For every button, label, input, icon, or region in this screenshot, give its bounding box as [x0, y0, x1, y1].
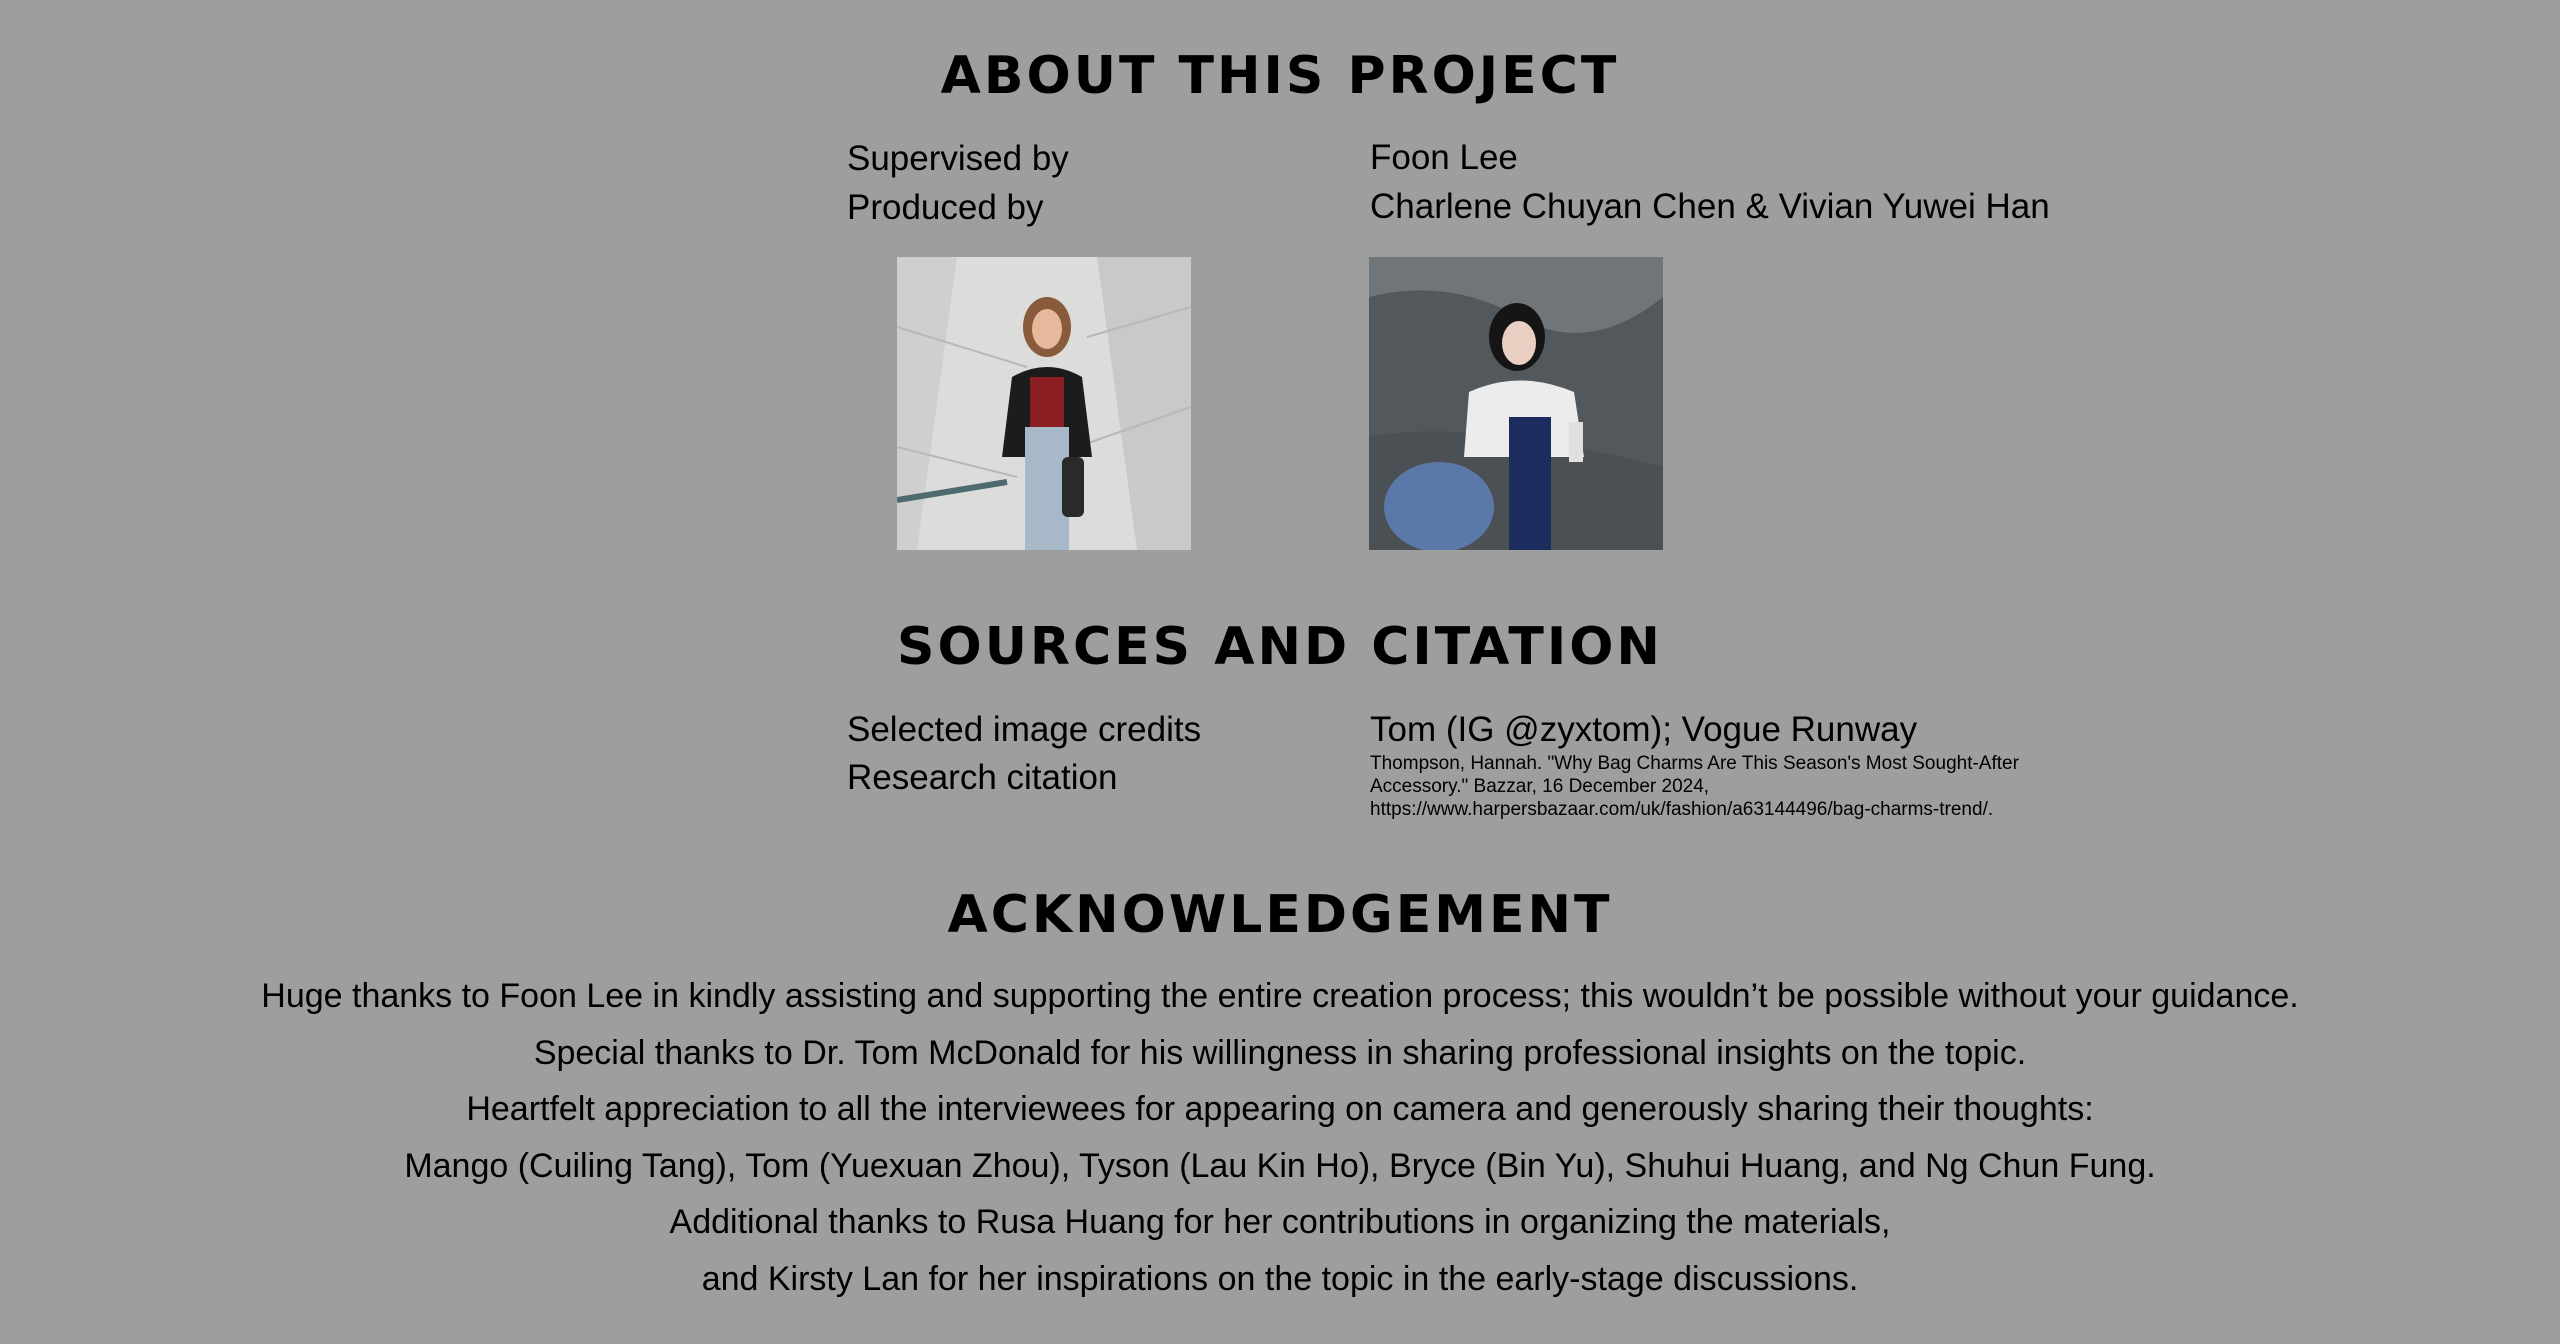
acknowledgement-line: Heartfelt appreciation to all the interviewees for appearing on camera and generously sharing their thoughts:: [466, 1090, 2094, 1129]
acknowledgement-line: Special thanks to Dr. Tom McDonald for his willingness in sharing professional insights on the topic.: [533, 1033, 2027, 1072]
portrait-photo-icon: [1369, 257, 1663, 550]
produced-by-label: Produced by: [847, 188, 1044, 227]
research-citation-label: Research citation: [847, 758, 1118, 797]
citation-link[interactable]: https://www.harpersbazaar.com/uk/fashion/a63144496/bag-charms-trend/.: [1370, 799, 1994, 820]
acknowledgement-line: Mango (Cuiling Tang), Tom (Yuexuan Zhou), Tyson (Lau Kin Ho), Bryce (Bin Yu), Shuhui Huang, and Ng Chun Fung.: [404, 1146, 2156, 1185]
portrait-photo-icon: [897, 257, 1191, 550]
supervised-by-value: Foon Lee: [1370, 138, 1518, 177]
acknowledgement-line: Huge thanks to Foon Lee in kindly assisting and supporting the entire creation process; this wouldn’t be possible without your guidance.: [261, 977, 2299, 1015]
acknowledgement-body: [0, 968, 2560, 1308]
citation-line: Accessory." Bazzar, 16 December 2024,: [1370, 776, 1710, 797]
produced-by-value: Charlene Chuyan Chen & Vivian Yuwei Han: [1370, 187, 2050, 226]
acknowledgement-line: and Kirsty Lan for her inspirations on the topic in the early-stage discussions.: [701, 1259, 1859, 1298]
producer-photo-left: [897, 257, 1191, 550]
citation-line: Thompson, Hannah. "Why Bag Charms Are This Season's Most Sought-After: [1370, 753, 2019, 774]
acknowledgement-heading: ACKNOWLEDGEMENT: [947, 885, 1613, 945]
acknowledgement-line: Additional thanks to Rusa Huang for her contributions in organizing the materials,: [669, 1203, 1891, 1242]
image-credits-value: Tom (IG @zyxtom); Vogue Runway: [1370, 710, 1918, 749]
research-citation-text: [1370, 752, 2090, 821]
producer-photo-right: [1369, 257, 1663, 550]
sources-heading: SOURCES AND CITATION: [897, 617, 1663, 677]
image-credits-label: Selected image credits: [847, 710, 1202, 749]
about-heading: ABOUT THIS PROJECT: [940, 46, 1620, 106]
supervised-by-label: Supervised by: [847, 139, 1069, 178]
